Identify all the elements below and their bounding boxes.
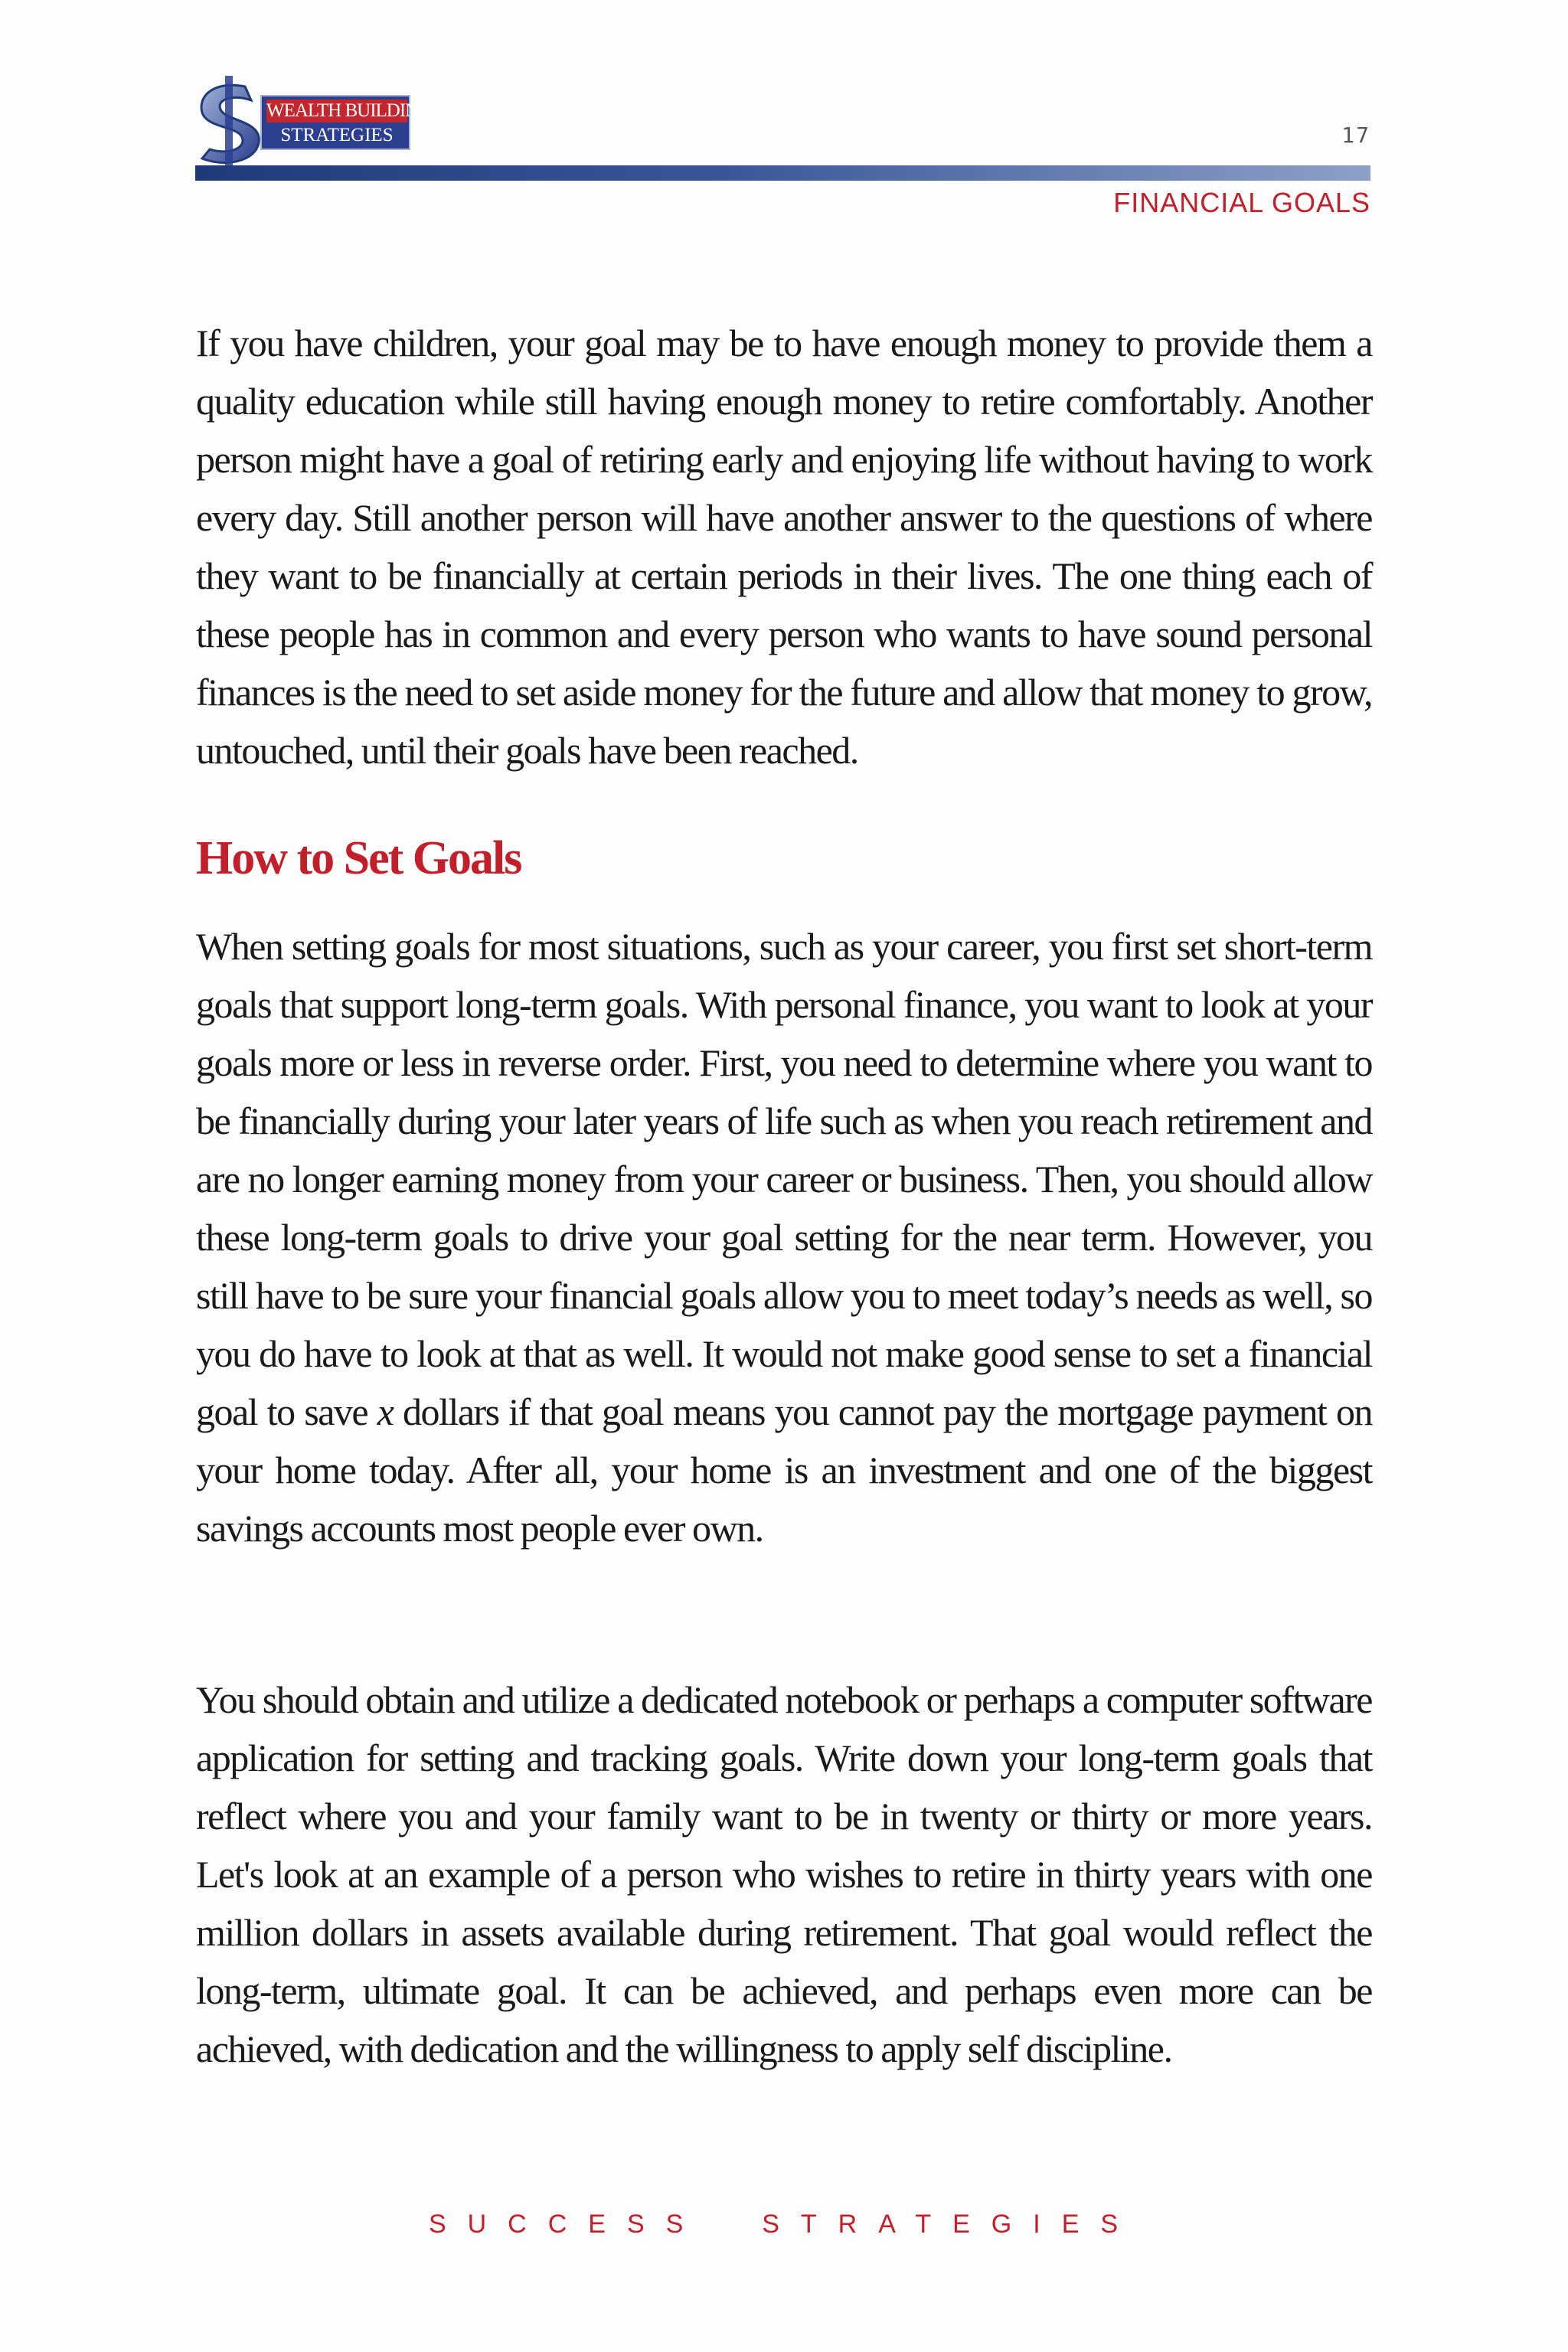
variable-x: x (377, 1390, 394, 1433)
paragraph-notebook: You should obtain and utilize a dedicated notebook or perhaps a computer software application for setting and tracking goals. Write down your long-term goals that reflect where you and your family want to be in twenty or thirty or more years. Let's look at an example of a person who wishes to retire in thirty years with one million dollars in assets available during retirement. That goal would reflect the long-term, ultimate goal. It can be achieved, and perhaps even more can be achieved, with dedication and the willingness to apply self discipline. (196, 1678, 1372, 2070)
section-heading: How to Set Goals (196, 832, 521, 884)
page-number: 17 (1341, 122, 1370, 148)
paragraph-how-to-set-goals (196, 917, 1372, 1557)
section-title: FINANCIAL GOALS (1113, 187, 1370, 218)
paragraph-text: dollars if that goal means you cannot pay the mortgage payment on your home today. After all, your home is an investment and one of the biggest savings accounts most people ever own. (196, 1390, 1372, 1550)
logo-wordmark (260, 95, 432, 150)
footer-title: SUCCESS STRATEGIES (428, 2210, 1140, 2239)
logo-line-strategies: STRATEGIES (280, 125, 394, 145)
paragraph-intro: If you have children, your goal may be to have enough money to provide them a quality education while still having enough money to retire comfortably. Another person might have a goal of retiring early and enjoying life without having to work every day. Still another person will have another answer to the questions of where they want to be financially at certain periods in their lives. The one thing each of these people has in common and every person who wants to have sound personal finances is the need to set aside money for the future and allow that money to grow, untouched, until their goals have been reached. (196, 322, 1372, 772)
header-rule (195, 165, 1370, 181)
logo-line-wealth-building: WEALTH BUILDING (266, 100, 432, 121)
paragraph-text: When setting goals for most situations, such as your career, you first set short-term goals that support long-term goals. With personal finance, you want to look at your goals more or less in reverse order. First, you need to determine where you want to be financially during your later years of life such as when you reach retirement and are no longer earning money from your career or business. Then, you should allow these long-term goals to drive your goal setting for the near term. However, you still have to be sure your financial goals allow you to meet today’s needs as well, so you do have to look at that as well. It would not make good sense to set a financial goal to save (196, 925, 1372, 1433)
